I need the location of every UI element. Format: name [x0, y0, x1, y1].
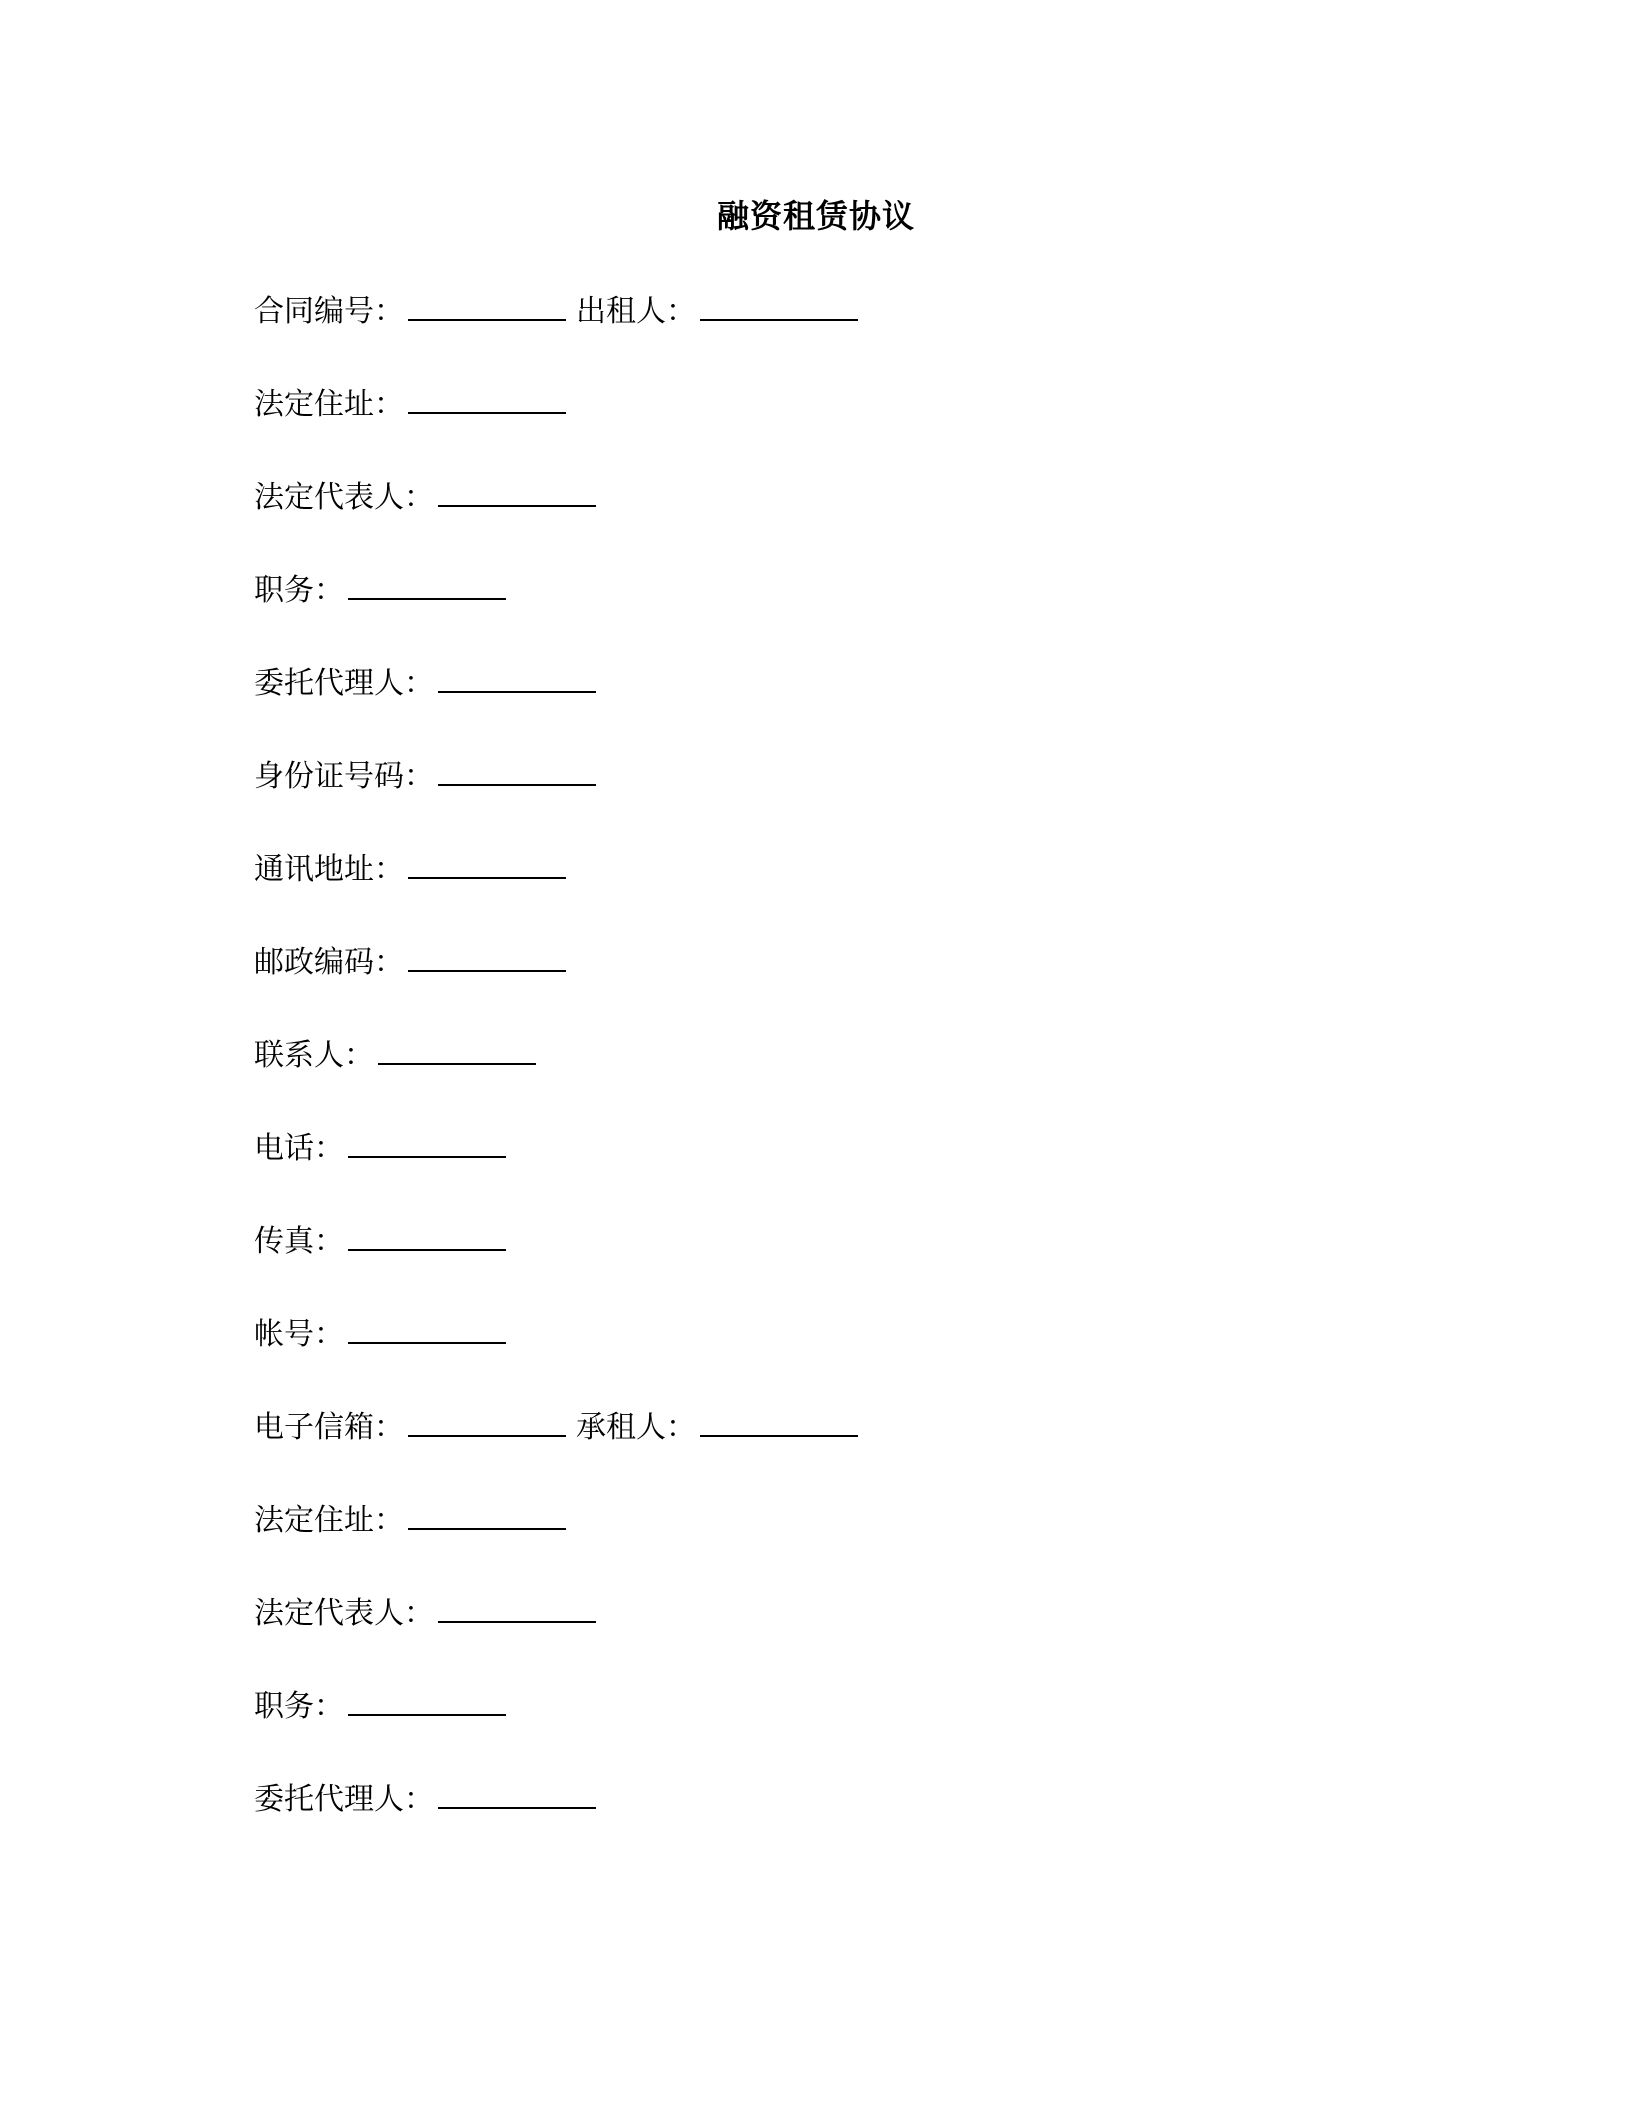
- form-field: [254, 565, 506, 617]
- fill-in-blank[interactable]: [408, 1405, 566, 1437]
- fill-in-blank[interactable]: [438, 1591, 596, 1623]
- form-field: [254, 286, 566, 338]
- fill-in-blank[interactable]: [348, 1684, 506, 1716]
- fill-in-blank[interactable]: [408, 289, 566, 321]
- form-line: [254, 658, 1454, 751]
- form-field: [254, 844, 566, 896]
- form-field: [254, 472, 596, 524]
- form-line: [254, 565, 1454, 658]
- form-line: [254, 751, 1454, 844]
- field-label: 委托代理人：: [254, 666, 434, 701]
- field-label: 职务：: [254, 1689, 344, 1724]
- form-line: [254, 937, 1454, 1030]
- field-label: 合同编号：: [254, 294, 404, 329]
- field-label: 职务：: [254, 573, 344, 608]
- field-label: 法定代表人：: [254, 1596, 434, 1631]
- form-field: [576, 286, 858, 338]
- fill-in-blank[interactable]: [438, 1777, 596, 1809]
- form-line: [254, 1402, 1454, 1495]
- field-label: 出租人：: [576, 294, 696, 329]
- form-line: [254, 379, 1454, 472]
- form-field: [254, 1681, 506, 1733]
- form-line: [254, 844, 1454, 937]
- form-field: [254, 1216, 506, 1268]
- field-label: 承租人：: [576, 1410, 696, 1445]
- document-title: 融资租赁协议: [716, 197, 915, 235]
- form-line: [254, 1681, 1454, 1774]
- fill-in-blank[interactable]: [700, 289, 858, 321]
- field-label: 委托代理人：: [254, 1782, 434, 1817]
- form-line: [254, 1030, 1454, 1123]
- form-field: [254, 1309, 506, 1361]
- form-line: [254, 472, 1454, 565]
- field-label: 法定住址：: [254, 387, 404, 422]
- field-label: 身份证号码：: [254, 759, 434, 794]
- field-label: 电话：: [254, 1131, 344, 1166]
- form-line: [254, 1123, 1454, 1216]
- form-field: [254, 1123, 506, 1175]
- form-field: [254, 1588, 596, 1640]
- field-label: 帐号：: [254, 1317, 344, 1352]
- fill-in-blank[interactable]: [348, 1126, 506, 1158]
- form-fields: [254, 286, 1454, 1867]
- form-line: [254, 1774, 1454, 1867]
- field-label: 联系人：: [254, 1038, 374, 1073]
- form-line: [254, 1216, 1454, 1309]
- fill-in-blank[interactable]: [408, 1498, 566, 1530]
- fill-in-blank[interactable]: [408, 382, 566, 414]
- form-field: [254, 751, 596, 803]
- form-field: [254, 1774, 596, 1826]
- field-label: 法定代表人：: [254, 480, 434, 515]
- form-line: [254, 1309, 1454, 1402]
- form-line: [254, 1495, 1454, 1588]
- form-field: [254, 658, 596, 710]
- fill-in-blank[interactable]: [378, 1033, 536, 1065]
- field-label: 电子信箱：: [254, 1410, 404, 1445]
- form-field: [254, 379, 566, 431]
- fill-in-blank[interactable]: [348, 568, 506, 600]
- form-field: [254, 1495, 566, 1547]
- fill-in-blank[interactable]: [438, 475, 596, 507]
- fill-in-blank[interactable]: [348, 1312, 506, 1344]
- field-label: 法定住址：: [254, 1503, 404, 1538]
- fill-in-blank[interactable]: [348, 1219, 506, 1251]
- form-field: [576, 1402, 858, 1454]
- field-label: 传真：: [254, 1224, 344, 1259]
- form-line: [254, 1588, 1454, 1681]
- form-line: [254, 286, 1454, 379]
- form-field: [254, 1030, 536, 1082]
- fill-in-blank[interactable]: [438, 754, 596, 786]
- field-label: 通讯地址：: [254, 852, 404, 887]
- form-field: [254, 1402, 566, 1454]
- fill-in-blank[interactable]: [700, 1405, 858, 1437]
- field-label: 邮政编码：: [254, 945, 404, 980]
- form-field: [254, 937, 566, 989]
- fill-in-blank[interactable]: [408, 940, 566, 972]
- fill-in-blank[interactable]: [408, 847, 566, 879]
- fill-in-blank[interactable]: [438, 661, 596, 693]
